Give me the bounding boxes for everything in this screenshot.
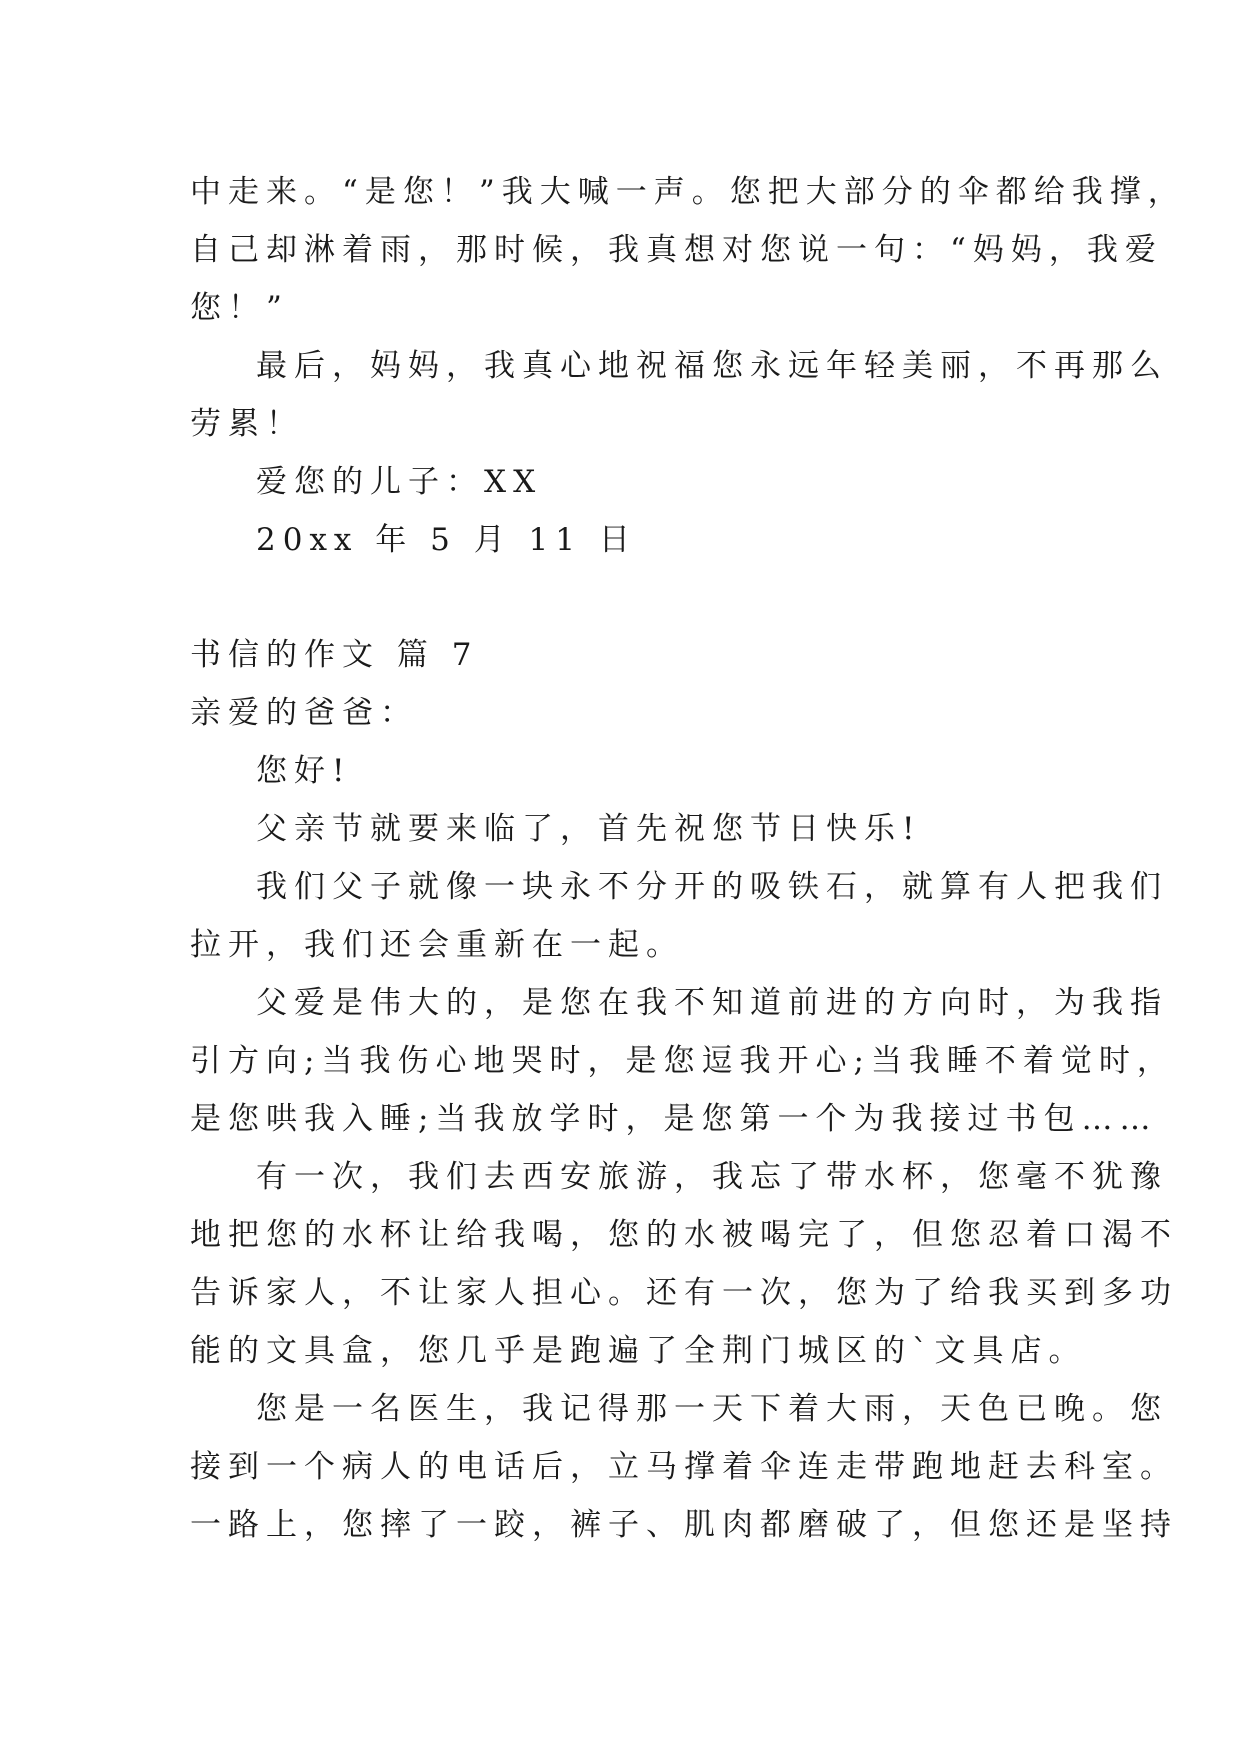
paragraph-line: 您是一名医生，我记得那一天下着大雨，天色已晚。您 [256,1391,1168,1427]
paragraph-line: 一路上，您摔了一跤，裤子、肌肉都磨破了，但您还是坚持 [190,1507,1178,1543]
closing-line: 最后，妈妈，我真心地祝福您永远年轻美丽，不再那么 [256,348,1168,384]
paragraph-line: 告诉家人，不让家人担心。还有一次，您为了给我买到多功 [190,1275,1178,1311]
greeting: 您好! [256,753,352,789]
paragraph-line: 地把您的水杯让给我喝，您的水被喝完了，但您忍着口渴不 [190,1217,1178,1253]
paragraph-line: 我们父子就像一块永不分开的吸铁石，就算有人把我们 [256,869,1168,905]
paragraph-line: 中走来。“是您！”我大喊一声。您把大部分的伞都给我撑， [190,174,1186,210]
paragraph-line: 自己却淋着雨，那时候，我真想对您说一句：“妈妈，我爱 [190,232,1163,268]
paragraph-line: 引方向;当我伤心地哭时，是您逗我开心;当我睡不着觉时， [190,1043,1175,1079]
paragraph-line: 是您哄我入睡;当我放学时，是您第一个为我接过书包…… [190,1101,1158,1137]
paragraph-line: 父亲节就要来临了，首先祝您节日快乐! [256,811,922,847]
paragraph-line: 父爱是伟大的，是您在我不知道前进的方向时，为我指 [256,985,1168,1021]
salutation: 亲爱的爸爸： [190,695,418,731]
section-title: 书信的作文 篇 7 [190,637,479,673]
paragraph-line: 您！” [190,290,289,326]
letter-date: 20xx 年 5 月 11 日 [256,522,637,558]
paragraph-line: 能的文具盒，您几乎是跑遍了全荆门城区的`文具店。 [190,1333,1087,1369]
paragraph-line: 有一次，我们去西安旅游，我忘了带水杯，您毫不犹豫 [256,1159,1168,1195]
paragraph-line: 拉开，我们还会重新在一起。 [190,927,684,963]
signature: 爱您的儿子：XX [256,464,543,500]
paragraph-line: 接到一个病人的电话后，立马撑着伞连走带跑地赶去科室。 [190,1449,1178,1485]
closing-line: 劳累！ [190,406,304,442]
